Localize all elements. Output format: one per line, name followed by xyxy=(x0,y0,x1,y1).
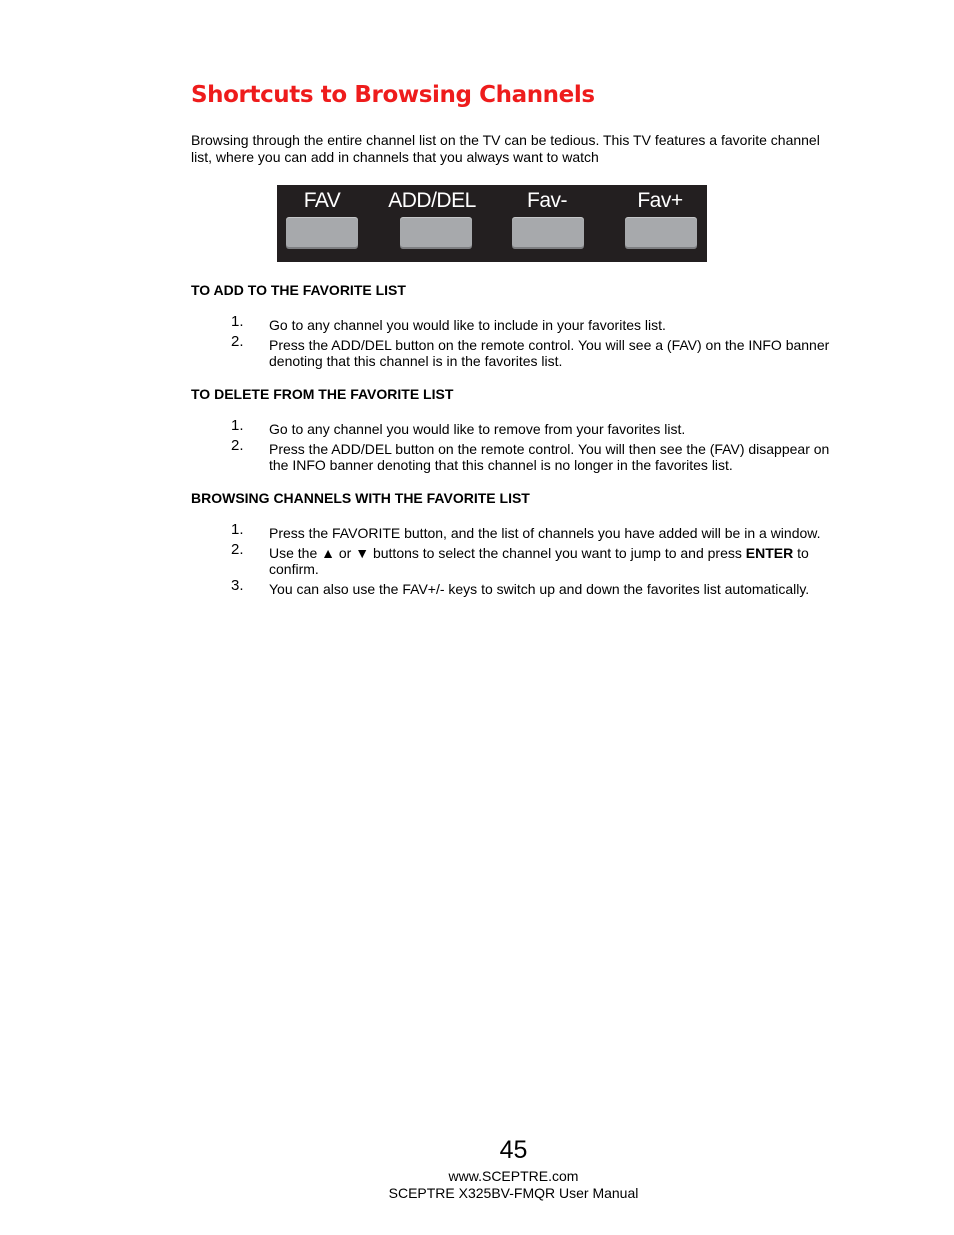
list-item xyxy=(231,521,851,542)
step-text: Press the FAVORITE button, and the list of channels you have added will be in a window. xyxy=(269,525,821,541)
fav-plus-key-label: Fav+ xyxy=(637,189,683,212)
page-number: 45 xyxy=(499,1136,528,1164)
list-item xyxy=(231,436,851,474)
list-item xyxy=(231,576,851,598)
page-title: Shortcuts to Browsing Channels xyxy=(191,82,595,108)
fav-minus-key xyxy=(492,185,602,262)
remote-key-panel xyxy=(277,185,707,262)
footer-url: www.SCEPTRE.com xyxy=(448,1168,579,1184)
add-del-button[interactable] xyxy=(400,217,472,249)
step-number: 3. xyxy=(231,576,244,594)
section-heading-add: TO ADD TO THE FAVORITE LIST xyxy=(191,282,406,298)
steps-delete xyxy=(231,417,851,477)
fav-plus-key xyxy=(605,185,715,262)
enter-keyword: ENTER xyxy=(745,544,794,561)
step-number: 2. xyxy=(231,436,244,454)
list-item xyxy=(231,332,851,370)
section-heading-delete: TO DELETE FROM THE FAVORITE LIST xyxy=(191,386,454,402)
step-number: 2. xyxy=(231,540,244,558)
intro-paragraph: Browsing through the entire channel list on the TV can be tedious. This TV features a favorite channel list, where you can add in channels that you always want to watch xyxy=(191,132,820,165)
step-text: Go to any channel you would like to remove from your favorites list. xyxy=(269,421,686,437)
fav-minus-button[interactable] xyxy=(512,217,584,249)
list-item xyxy=(231,417,851,438)
fav-key-label: FAV xyxy=(303,189,341,212)
fav-button[interactable] xyxy=(286,217,358,249)
list-item xyxy=(231,313,851,334)
section-heading-browse: BROWSING CHANNELS WITH THE FAVORITE LIST xyxy=(191,490,530,506)
step-text: Press the ADD/DEL button on the remote control. You will then see the (FAV) disappear on the INFO banner denoting that this channel is no longer in the favorites list. xyxy=(269,440,830,473)
steps-browse xyxy=(231,521,851,600)
footer-manual-title: SCEPTRE X325BV-FMQR User Manual xyxy=(388,1185,639,1201)
step-text: You can also use the FAV+/- keys to switch up and down the favorites list automatically. xyxy=(269,580,810,597)
step-number: 1. xyxy=(231,521,244,538)
step-number: 1. xyxy=(231,417,244,434)
step-text-before: Use the ▲ or ▼ buttons to select the channel you want to jump to and press xyxy=(269,544,746,561)
step-text: Go to any channel you would like to include in your favorites list. xyxy=(269,317,666,333)
add-del-key xyxy=(377,185,487,262)
add-del-key-label: ADD/DEL xyxy=(388,189,476,212)
list-item xyxy=(231,540,851,578)
step-number: 2. xyxy=(231,332,244,350)
step-number: 1. xyxy=(231,313,244,330)
step-text: Press the ADD/DEL button on the remote control. You will see a (FAV) on the INFO banner denoting that this channel is in the favorites list. xyxy=(269,336,830,369)
steps-add xyxy=(231,313,851,373)
step-text-after: to confirm. xyxy=(269,544,809,577)
fav-key xyxy=(267,185,377,262)
fav-minus-key-label: Fav- xyxy=(527,189,567,212)
fav-plus-button[interactable] xyxy=(625,217,697,249)
